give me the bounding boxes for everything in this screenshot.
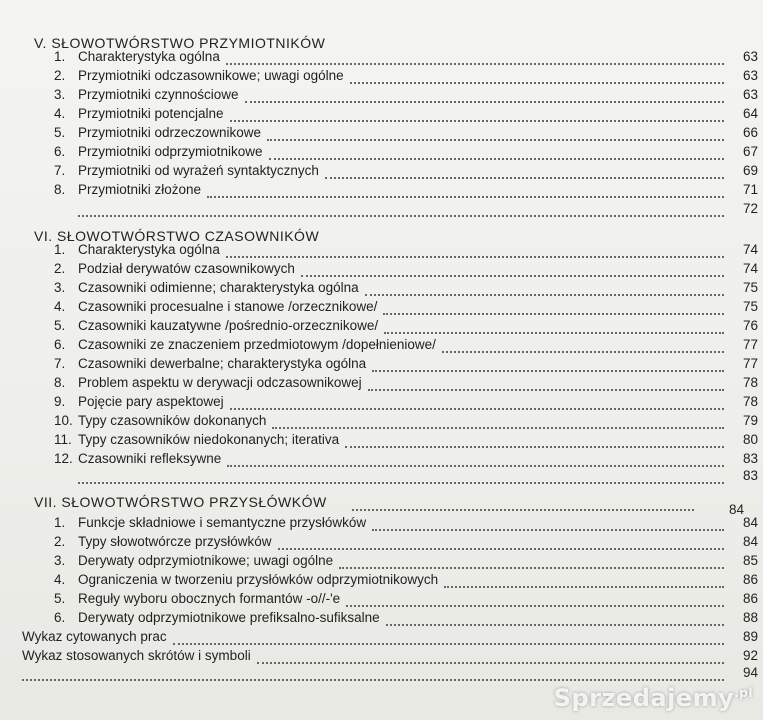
leader-dots xyxy=(301,273,724,277)
toc-entry-page: 79 xyxy=(742,413,758,428)
toc-entry-number: 1. xyxy=(54,49,66,64)
toc-entry-title: Charakterystyka ogólna xyxy=(78,49,220,64)
toc-entry-title: Charakterystyka ogólna xyxy=(78,242,220,257)
toc-entry-number: 4. xyxy=(54,299,66,314)
leader-dots xyxy=(368,387,724,391)
leader-dots xyxy=(384,330,724,334)
toc-entry xyxy=(0,392,763,412)
toc-entry-title: Ograniczenia w tworzeniu przysłówków odprzymiotnikowych xyxy=(78,572,439,587)
leader-dots xyxy=(346,603,724,607)
toc-entry-page: 88 xyxy=(742,610,758,625)
toc-entry-title: Czasowniki odimienne; charakterystyka ogólna xyxy=(78,280,359,295)
toc-entry-number: 11. xyxy=(54,432,72,447)
toc-entry-number: 3. xyxy=(54,553,66,568)
leader-dots xyxy=(22,677,724,681)
leader-dots xyxy=(372,527,724,531)
leader-dots xyxy=(173,641,724,645)
section-heading-vii: VII. SŁOWOTWÓRSTWO PRZYSŁÓWKÓW xyxy=(34,494,327,510)
toc-entry-page: 72 xyxy=(742,201,758,216)
leader-dots xyxy=(226,61,724,65)
toc-entry-page: 83 xyxy=(742,451,758,466)
section-heading-v: V. SŁOWOTWÓRSTWO PRZYMIOTNIKÓW xyxy=(34,35,326,51)
toc-entry-page: 76 xyxy=(742,318,758,333)
toc-entry xyxy=(0,104,763,124)
toc-entry-title: Przymiotniki czynnościowe xyxy=(78,87,239,102)
toc-entry xyxy=(0,240,763,260)
toc-entry-title: Reguły wyboru obocznych formantów -o//-'e xyxy=(78,591,341,606)
toc-entry-page: 63 xyxy=(742,49,758,64)
toc-entry-page: 84 xyxy=(742,534,758,549)
toc-entry-number: 8. xyxy=(54,375,66,390)
toc-entry-page: 78 xyxy=(742,375,758,390)
leader-dots xyxy=(78,213,724,217)
toc-entry xyxy=(0,199,763,219)
toc-entry-page: 63 xyxy=(742,87,758,102)
toc-entry-title: Przymiotniki potencjalne xyxy=(78,106,224,121)
leader-dots xyxy=(444,584,724,588)
toc-entry xyxy=(0,373,763,393)
toc-entry-number: 6. xyxy=(54,610,66,625)
toc-entry-title: Przymiotniki złożone xyxy=(78,182,202,197)
toc-entry-title: Przymiotniki odprzymiotnikowe xyxy=(78,144,263,159)
leader-dots xyxy=(226,254,724,258)
leader-dots xyxy=(278,546,724,550)
toc-entry xyxy=(0,570,763,590)
toc-entry-page: 86 xyxy=(742,591,758,606)
leader-dots xyxy=(442,349,724,353)
toc-entry xyxy=(0,47,763,67)
toc-entry-page: 77 xyxy=(742,356,758,371)
toc-entry-number: 12. xyxy=(54,451,73,466)
leader-dots xyxy=(267,137,724,141)
toc-entry-title: Przymiotniki od wyrażeń syntaktycznych xyxy=(78,163,319,178)
toc-entry-number: 7. xyxy=(54,163,66,178)
toc-entry-page: 75 xyxy=(742,299,758,314)
toc-entry-page: 64 xyxy=(742,106,758,121)
toc-entry-title: Podział derywatów czasownikowych xyxy=(78,261,295,276)
toc-entry-title: Wykaz stosowanych skrótów i symboli xyxy=(22,648,251,663)
leader-dots xyxy=(383,311,724,315)
leader-dots xyxy=(269,156,724,160)
toc-entry xyxy=(0,85,763,105)
toc-entry-title: Czasowniki kauzatywne /pośrednio-orzecznikowe/ xyxy=(78,318,379,333)
toc-entry-number: 5. xyxy=(54,125,66,140)
toc-entry xyxy=(0,532,763,552)
toc-entry-page: 69 xyxy=(742,163,758,178)
toc-entry-number: 7. xyxy=(54,356,66,371)
toc-entry-page: 86 xyxy=(742,572,758,587)
leader-dots xyxy=(325,175,724,179)
toc-entry-page: 92 xyxy=(742,648,758,663)
toc-entry-number: 3. xyxy=(54,87,66,102)
toc-entry-title: Wykaz cytowanych prac xyxy=(22,629,167,644)
leader-dots xyxy=(245,99,724,103)
toc-entry-title: Czasowniki refleksywne xyxy=(78,451,222,466)
toc-entry-page: 74 xyxy=(742,242,758,257)
watermark-suffix: .pl xyxy=(734,686,753,700)
toc-entry-number: 9. xyxy=(54,394,66,409)
toc-entry-number: 5. xyxy=(54,318,66,333)
toc-entry-number: 3. xyxy=(54,280,66,295)
watermark-text: Sprzedajemy xyxy=(553,684,735,712)
toc-entry-page: 89 xyxy=(742,629,758,644)
toc-entry-title: Typy czasowników niedokonanych; iterativa xyxy=(78,432,340,447)
toc-entry-number: 4. xyxy=(54,106,66,121)
toc-entry-title: Derywaty odprzymiotnikowe prefiksalno-sufiksalne xyxy=(78,610,380,625)
toc-entry-page: 66 xyxy=(742,125,758,140)
toc-entry-number: 2. xyxy=(54,534,66,549)
toc-entry-page: 94 xyxy=(742,665,758,680)
toc-entry xyxy=(0,608,763,628)
toc-entry xyxy=(0,123,763,143)
leader-dots xyxy=(78,480,724,484)
toc-entry-number: 2. xyxy=(54,68,66,83)
toc-entry-title: Derywaty odprzymiotnikowe; uwagi ogólne xyxy=(78,553,334,568)
toc-entry-page: 85 xyxy=(742,553,758,568)
toc-entry-title: Typy słowotwórcze przysłówków xyxy=(78,534,272,549)
toc-entry xyxy=(0,335,763,355)
leader-dots xyxy=(272,425,724,429)
section-heading-vi: VI. SŁOWOTWÓRSTWO CZASOWNIKÓW xyxy=(34,228,320,244)
toc-entry xyxy=(0,663,763,683)
toc-entry xyxy=(0,161,763,181)
leader-dots xyxy=(365,292,724,296)
toc-entry xyxy=(0,66,763,86)
toc-entry xyxy=(0,430,763,450)
toc-entry-number: 6. xyxy=(54,337,66,352)
toc-entry xyxy=(0,297,763,317)
toc-entry-number: 1. xyxy=(54,515,66,530)
leader-dots xyxy=(345,444,724,448)
toc-entry xyxy=(0,278,763,298)
toc-entry-page: 84 xyxy=(742,515,758,530)
toc-entry xyxy=(0,627,763,647)
leader-dots xyxy=(350,80,724,84)
toc-entry-title: Funkcje składniowe i semantyczne przysłówków xyxy=(78,515,367,530)
section-vii-page: 84 xyxy=(728,502,744,517)
toc-entry xyxy=(0,180,763,200)
toc-entry-page: 83 xyxy=(742,468,758,483)
toc-entry-page: 80 xyxy=(742,432,758,447)
toc-entry-number: 2. xyxy=(54,261,66,276)
toc-entry-title: Czasowniki procesualne i stanowe /orzecznikowe/ xyxy=(78,299,378,314)
toc-entry xyxy=(0,513,763,533)
toc-entry xyxy=(0,316,763,336)
toc-entry-number: 4. xyxy=(54,572,66,587)
toc-entry-number: 1. xyxy=(54,242,66,257)
leader-dots xyxy=(339,565,724,569)
toc-entry-title: Pojęcie pary aspektowej xyxy=(78,394,224,409)
toc-entry xyxy=(0,354,763,374)
leader-dots xyxy=(386,622,724,626)
toc-entry-title: Czasowniki ze znaczeniem przedmiotowym /dopełnieniowe/ xyxy=(78,337,436,352)
toc-entry-title: Przymiotniki odczasownikowe; uwagi ogólne xyxy=(78,68,344,83)
toc-entry-number: 8. xyxy=(54,182,66,197)
toc-entry-number: 10. xyxy=(54,413,73,428)
toc-entry-page: 71 xyxy=(742,182,758,197)
leader-dots xyxy=(207,194,724,198)
toc-entry xyxy=(0,589,763,609)
leader-dots xyxy=(372,368,724,372)
toc-entry-page: 74 xyxy=(742,261,758,276)
toc-entry-title: Typy czasowników dokonanych xyxy=(78,413,267,428)
toc-entry-title: Czasowniki dewerbalne; charakterystyka ogólna xyxy=(78,356,367,371)
toc-entry-page: 67 xyxy=(742,144,758,159)
toc-entry xyxy=(0,259,763,279)
toc-entry-page: 63 xyxy=(742,68,758,83)
leader-dots xyxy=(230,118,724,122)
toc-entry xyxy=(0,551,763,571)
toc-entry xyxy=(0,411,763,431)
watermark xyxy=(554,684,753,712)
toc-entry-page: 77 xyxy=(742,337,758,352)
leader-dots xyxy=(352,507,694,511)
toc-entry-number: 6. xyxy=(54,144,66,159)
toc-entry xyxy=(0,466,763,486)
toc-entry-title: Problem aspektu w derywacji odczasownikowej xyxy=(78,375,362,390)
leader-dots xyxy=(230,406,724,410)
toc-entry xyxy=(0,142,763,162)
toc-entry-page: 78 xyxy=(742,394,758,409)
toc-entry-page: 75 xyxy=(742,280,758,295)
toc-entry-title: Przymiotniki odrzeczownikowe xyxy=(78,125,262,140)
toc-entry-number: 5. xyxy=(54,591,66,606)
